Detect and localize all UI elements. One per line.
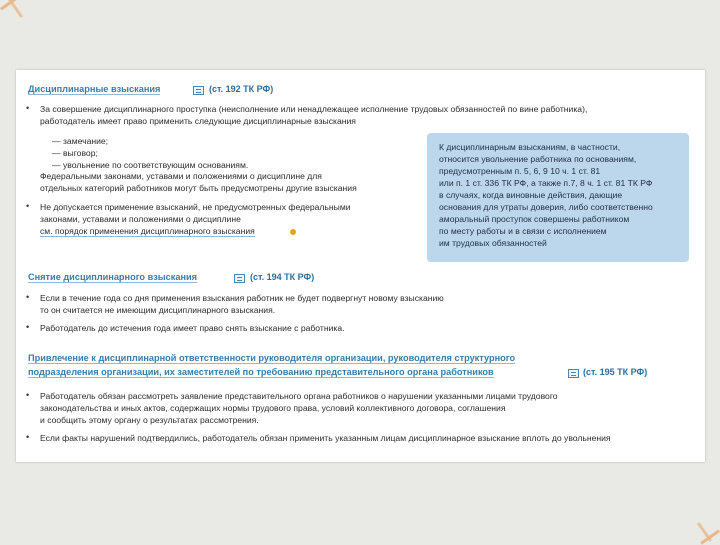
article-ref-194[interactable]: (ст. 194 ТК РФ) [250,272,315,282]
bullet: • [26,390,30,400]
text-line: работодатель имеет право применить следующие дисциплинарные взыскания [40,116,356,126]
callout-line: аморальный проступок совершены работником [439,214,630,224]
procedure-link[interactable]: см. порядок применения дисциплинарного взыскания [40,226,255,236]
section-title-manager-responsibility-cont[interactable]: подразделения организации, их заместителей по требованию представительного органа работников [28,367,494,377]
bullet: • [26,322,30,332]
text-line: За совершение дисциплинарного проступка (неисполнение или ненадлежащее исполнение трудовых обязанностей по вине работника), [40,104,588,114]
section-title-manager-responsibility[interactable]: Привлечение к дисциплинарной ответственности руководителя организации, руководителя структурного [28,353,516,363]
callout-line: относится увольнение работника по основаниям, [439,154,637,164]
article-ref-192[interactable]: (ст. 192 ТК РФ) [209,84,274,94]
callout-line: основания для утраты доверия, либо соответственно [439,202,653,212]
article-ref-195[interactable]: (ст. 195 ТК РФ) [583,367,648,377]
text-line: законодательства и иных актов, содержащих нормы трудового права, условий коллективного договора, соглашения [40,403,506,413]
text-line: то он считается не имеющим дисциплинарного взыскания. [40,305,276,315]
bullet: • [26,201,30,211]
callout-box [427,133,689,262]
callout-line: им трудовых обязанностей [439,238,547,248]
bullet: • [26,103,30,113]
section-title-removal-of-penalty[interactable]: Снятие дисциплинарного взыскания [28,272,198,282]
list-item: — выговор; [52,148,98,158]
document-icon[interactable] [193,86,204,95]
corner-decoration [8,0,23,18]
document-sheet [16,70,705,462]
callout-line: предусмотренным п. 5, 6, 9 10 ч. 1 ст. 81 [439,166,601,176]
callout-line: К дисциплинарным взысканиям, в частности, [439,142,621,152]
callout-line: в случаях, когда виновные действия, дающие [439,190,623,200]
text-line: Работодатель обязан рассмотреть заявление представительного органа работников о нарушении указанными лицами трудового [40,391,558,401]
list-item: — увольнение по соответствующим основаниям. [52,160,249,170]
text-line: Не допускается применение взысканий, не предусмотренных федеральными [40,202,351,212]
text-line: отдельных категорий работников могут быть предусмотрены другие взыскания [40,183,357,193]
bullet: • [26,292,30,302]
eye-icon[interactable] [290,229,296,235]
document-icon[interactable] [234,274,245,283]
text-line: Федеральными законами, уставами и положениями о дисциплине для [40,171,322,181]
text-line: законами, уставами и положениями о дисциплине [40,214,241,224]
text-line: Если в течение года со дня применения взыскания работник не будет подвергнут новому взысканию [40,293,444,303]
section-title-disciplinary-penalties[interactable]: Дисциплинарные взыскания [28,84,161,94]
document-icon[interactable] [568,369,579,378]
bullet: • [26,432,30,442]
list-item: — замечание; [52,136,109,146]
text-line: Если факты нарушений подтвердились, работодатель обязан применить указанным лицам дисциплинарное взыскание вплоть до увольнения [40,433,611,443]
callout-line: по месту работы и в связи с исполнением [439,226,607,236]
callout-line: или п. 1 ст. 336 ТК РФ, а также п.7, 8 ч. 1 ст. 81 ТК РФ [439,178,653,188]
text-line: и сообщить этому органу о результатах рассмотрения. [40,415,259,425]
text-line: Работодатель до истечения года имеет право снять взыскание с работника. [40,323,345,333]
